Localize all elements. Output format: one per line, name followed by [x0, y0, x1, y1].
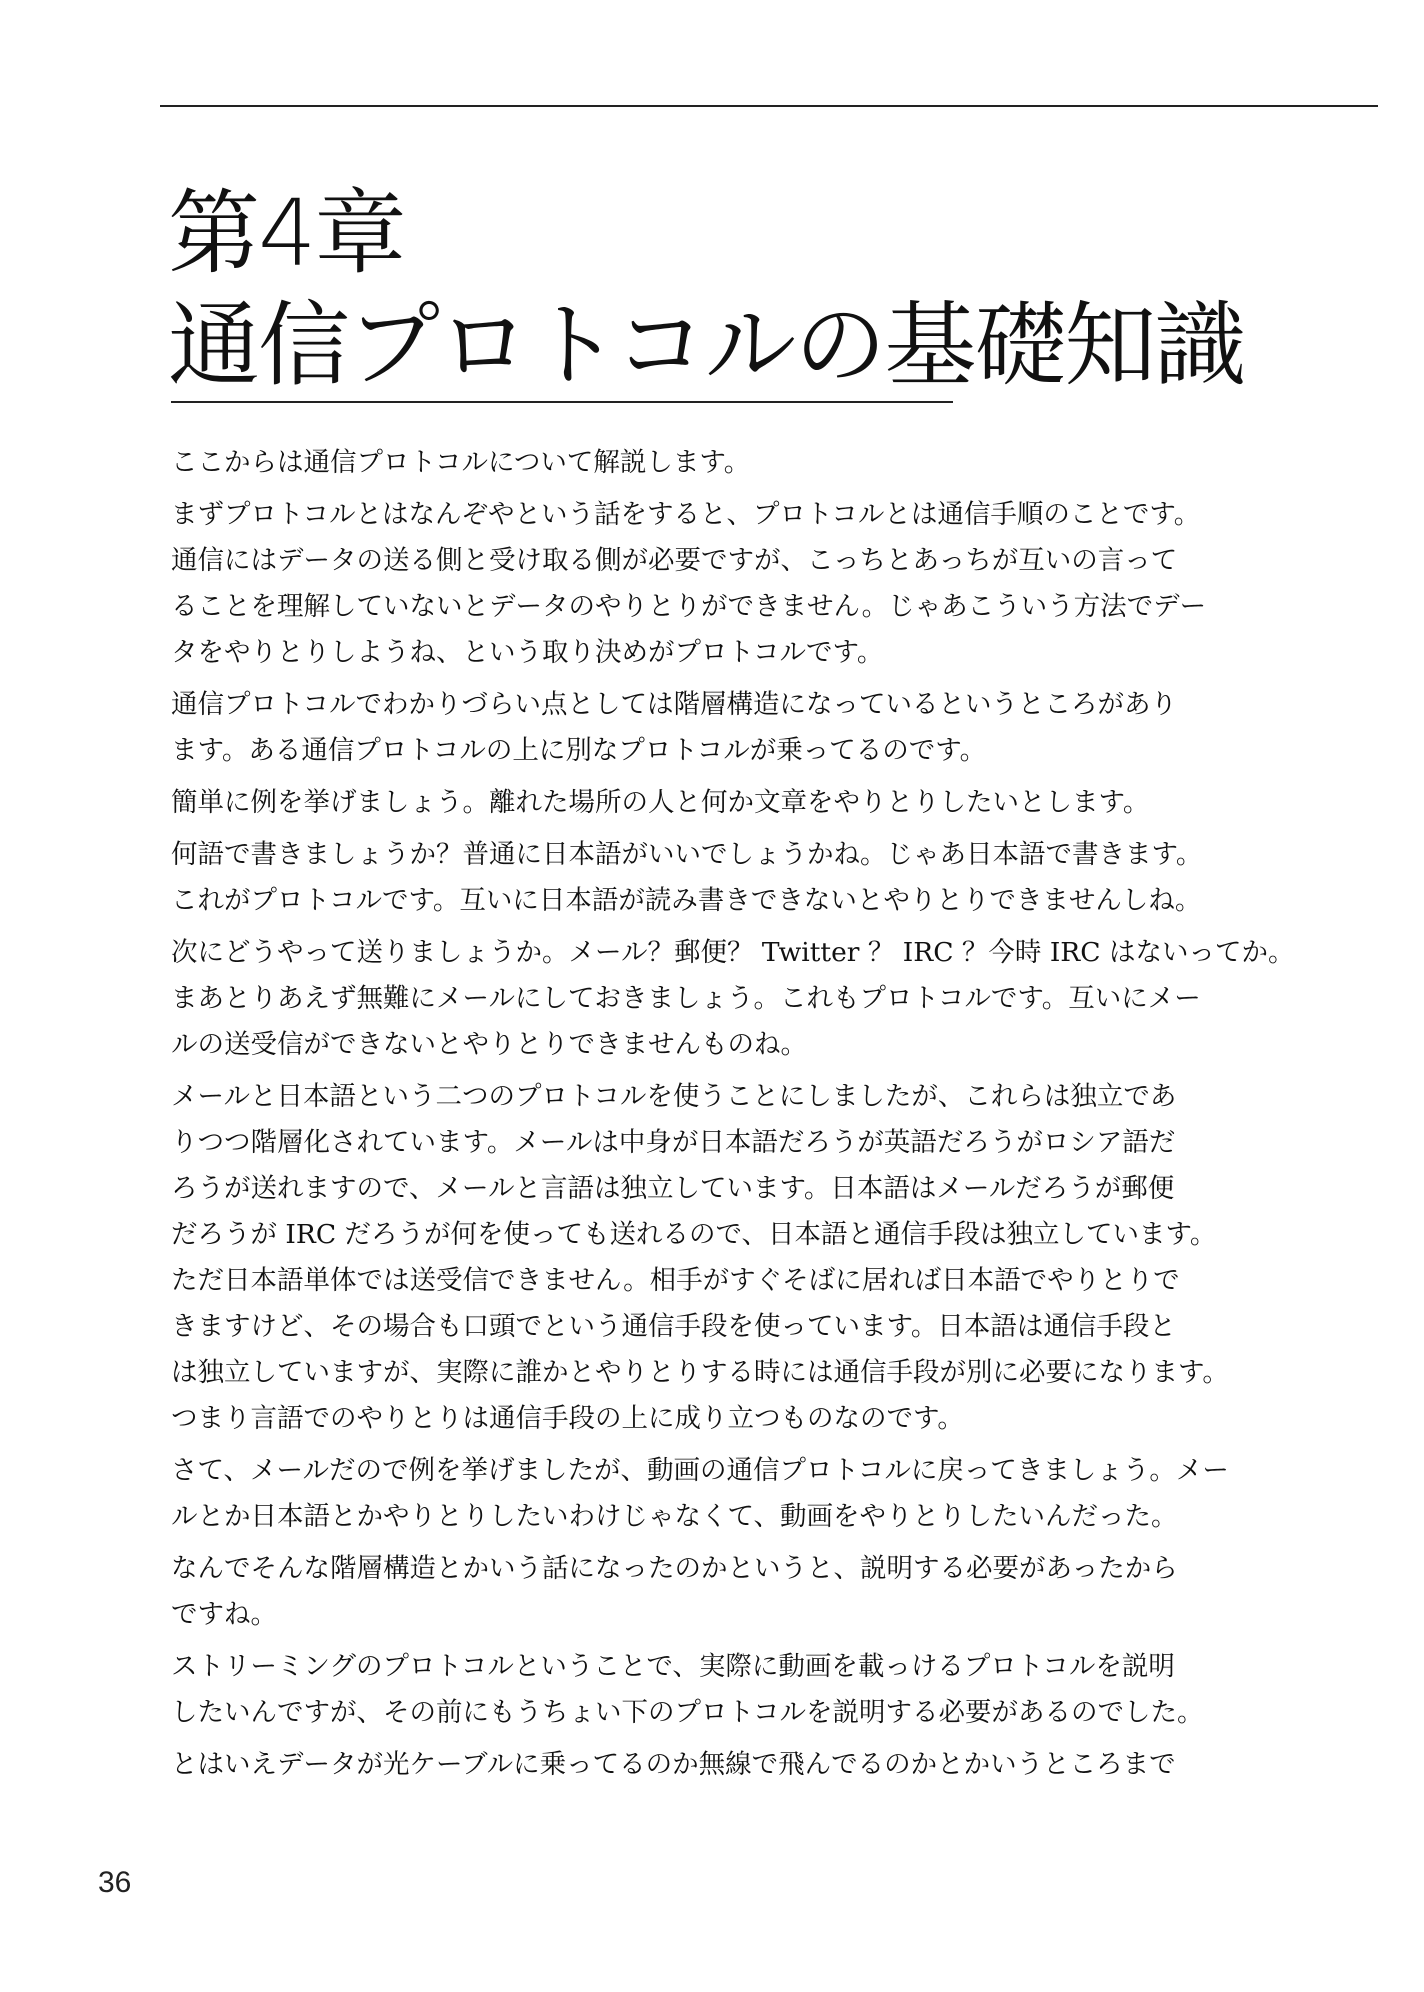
text-line: なんでそんな階層構造とかいう話になったのかというと、説明する必要があったから — [171, 1553, 1178, 1584]
text-line: 通信にはデータの送る側と受け取る側が必要ですが、こっちとあっちが互いの言って — [171, 545, 1178, 576]
paragraph — [171, 832, 1211, 924]
chapter-number: 第4章 — [168, 180, 405, 287]
header-rule — [160, 105, 1378, 107]
text-line: だろうが IRC だろうが何を使っても送れるので、日本語と通信手段は独立しています。 — [171, 1219, 1217, 1250]
text-line: とはいえデータが光ケーブルに乗ってるのか無線で飛んでるのかとかいうところまで — [171, 1749, 1176, 1780]
text-line: メールと日本語という二つのプロトコルを使うことにしましたが、これらは独立であ — [171, 1081, 1177, 1112]
text-line: さて、メールだので例を挙げましたが、動画の通信プロトコルに戻ってきましょう。メー — [171, 1455, 1229, 1486]
paragraph — [171, 1074, 1229, 1442]
text-line: 次にどうやって送りましょうか。メール？郵便？ Twitter ？ IRC ？今時 IRC はないってか。 — [171, 937, 1295, 968]
text-line: つまり言語でのやりとりは通信手段の上に成り立つものなのです。 — [171, 1403, 964, 1434]
text-line: ることを理解していないとデータのやりとりができません。じゃあこういう方法でデー — [171, 591, 1207, 622]
text-line: ろうが送れますので、メールと言語は独立しています。日本語はメールだろうが郵便 — [171, 1173, 1175, 1204]
paragraph — [171, 682, 1211, 774]
text-line: したいんですが、その前にもうちょい下のプロトコルを説明する必要があるのでした。 — [171, 1697, 1204, 1728]
text-line: これがプロトコルです。互いに日本語が読み書きできないとやりとりできませんしね。 — [171, 885, 1202, 916]
text-line: きますけど、その場合も口頭でという通信手段を使っています。日本語は通信手段と — [171, 1311, 1176, 1342]
paragraph — [171, 1448, 1229, 1540]
text-line: ストリーミングのプロトコルということで、実際に動画を載っけるプロトコルを説明 — [171, 1651, 1175, 1682]
text-line: ます。ある通信プロトコルの上に別なプロトコルが乗ってるのです。 — [171, 735, 987, 766]
text-line: タをやりとりしようね、という取り決めがプロトコルです。 — [171, 637, 884, 668]
paragraph — [171, 492, 1211, 676]
title-underline — [171, 401, 953, 403]
text-line: 通信プロトコルでわかりづらい点としては階層構造になっているというところがあり — [171, 689, 1177, 720]
text-line: ここからは通信プロトコルについて解説します。 — [171, 447, 751, 478]
text-line: 何語で書きましょうか？普通に日本語がいいでしょうかね。じゃあ日本語で書きます。 — [171, 839, 1203, 870]
body-text — [171, 440, 1295, 1794]
text-line: りつつ階層化されています。メールは中身が日本語だろうが英語だろうがロシア語だ — [171, 1127, 1176, 1158]
paragraph — [171, 1546, 1211, 1638]
text-line: まあとりあえず無難にメールにしておきましょう。これもプロトコルです。互いにメー — [171, 983, 1201, 1014]
paragraph — [171, 440, 1211, 486]
paragraph — [171, 780, 1211, 826]
text-line: ただ日本語単体では送受信できません。相手がすぐそばに居れば日本語でやりとりで — [171, 1265, 1180, 1296]
text-line: は独立していますが、実際に誰かとやりとりする時には通信手段が別に必要になります。 — [171, 1357, 1229, 1388]
paragraph — [171, 1742, 1211, 1788]
text-line: まずプロトコルとはなんぞやという話をすると、プロトコルとは通信手順のことです。 — [171, 499, 1201, 530]
chapter-name: 通信プロトコルの基礎知識 — [168, 292, 1245, 399]
text-line: ですね。 — [171, 1599, 277, 1630]
chapter-title — [168, 178, 1244, 402]
page-number: 36 — [98, 1866, 132, 1899]
paragraph — [171, 930, 1295, 1068]
text-line: ルとか日本語とかやりとりしたいわけじゃなくて、動画をやりとりしたいんだった。 — [171, 1501, 1178, 1532]
text-line: 簡単に例を挙げましょう。離れた場所の人と何か文章をやりとりしたいとします。 — [171, 787, 1150, 818]
text-line: ルの送受信ができないとやりとりできませんものね。 — [171, 1029, 807, 1060]
paragraph — [171, 1644, 1211, 1736]
